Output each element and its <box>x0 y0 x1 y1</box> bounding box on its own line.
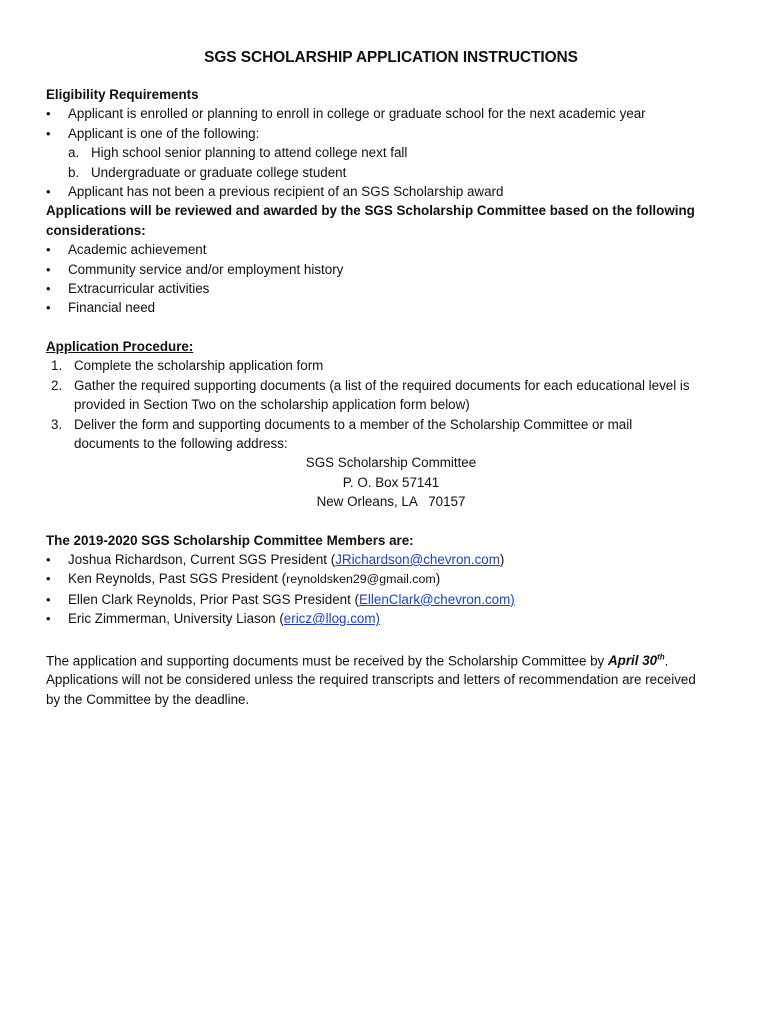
member-text-end: ) <box>435 571 441 587</box>
committee-list <box>46 550 736 629</box>
eligibility-item-text: Applicant has not been a previous recipient of an SGS Scholarship award <box>68 184 504 200</box>
list-item <box>46 376 734 415</box>
eligibility-list <box>46 104 736 143</box>
list-item <box>46 260 736 279</box>
eligibility-heading: Eligibility Requirements <box>46 87 199 102</box>
eligibility-sublist <box>46 143 736 182</box>
sub-item-text: High school senior planning to attend college next fall <box>91 145 408 161</box>
step-text: Gather the required supporting documents (a list of the required documents for each educational level is provided in Section Two on the scholarship application form below) <box>74 377 690 413</box>
document-page <box>46 48 736 709</box>
list-item <box>46 356 736 375</box>
sub-item-text: Undergraduate or graduate college student <box>91 164 347 180</box>
list-item <box>46 279 736 298</box>
committee-heading: The 2019-2020 SGS Scholarship Committee Members are: <box>46 532 414 548</box>
member-text-end: ) <box>499 551 505 567</box>
consideration-text: Extracurricular activities <box>68 281 210 297</box>
list-marker: 1. <box>51 358 63 374</box>
consideration-text: Academic achievement <box>68 242 207 258</box>
list-marker: 3. <box>51 416 63 432</box>
mailing-address <box>46 453 736 511</box>
eligibility-item-text: Applicant is one of the following: <box>68 125 260 141</box>
deadline-date-suffix: th <box>657 652 665 662</box>
address-line: P. O. Box 57141 <box>342 474 440 490</box>
eligibility-item-text: Applicant is enrolled or planning to enroll in college or graduate school for the next academic year <box>68 106 646 122</box>
member-text: Eric Zimmerman, University Liason ( <box>68 611 284 627</box>
list-item <box>46 609 736 628</box>
deadline-text-end: . Applications will not be considered unless the required transcripts and letters of recommendation are received by the Committee by the deadline. <box>46 653 696 707</box>
list-item <box>46 240 736 259</box>
page-title: SGS SCHOLARSHIP APPLICATION INSTRUCTIONS <box>204 49 578 66</box>
email-link[interactable]: JRichardson@chevron.com <box>335 551 500 567</box>
procedure-steps <box>46 356 736 453</box>
email-link[interactable]: ericz@llog.com) <box>283 611 380 627</box>
list-marker: 2. <box>51 377 63 393</box>
list-item <box>46 143 736 162</box>
procedure-heading: Application Procedure: <box>46 338 194 354</box>
consideration-text: Financial need <box>68 300 156 316</box>
step-text: Deliver the form and supporting documents to a member of the Scholarship Committee or mail documents to the following address: <box>74 416 633 451</box>
list-item <box>46 415 694 454</box>
step-text: Complete the scholarship application form <box>74 358 324 374</box>
list-item <box>46 550 736 569</box>
email-text: reynoldsken29@gmail.com <box>286 572 436 587</box>
list-item <box>46 590 736 609</box>
member-text: Ken Reynolds, Past SGS President ( <box>68 571 287 587</box>
deadline-text: The application and supporting documents must be received by the Scholarship Committee by <box>46 653 608 669</box>
address-line: New Orleans, LA 70157 <box>316 494 466 510</box>
list-item <box>46 104 736 123</box>
list-item <box>46 163 736 182</box>
considerations-list <box>46 240 736 318</box>
address-line: SGS Scholarship Committee <box>305 455 477 471</box>
email-link[interactable]: EllenClark@chevron.com) <box>359 591 515 607</box>
list-marker: b. <box>68 164 80 180</box>
list-item <box>46 124 736 143</box>
consideration-text: Community service and/or employment history <box>68 261 344 277</box>
deadline-date: April 30 <box>607 653 658 669</box>
list-item <box>46 298 736 317</box>
member-text: Joshua Richardson, Current SGS President ( <box>68 551 336 567</box>
eligibility-list-cont <box>46 182 736 201</box>
deadline-paragraph <box>46 648 706 710</box>
list-item <box>46 569 736 589</box>
list-marker: a. <box>68 145 80 161</box>
considerations-heading: Applications will be reviewed and awarded by the SGS Scholarship Committee based on the following considerations: <box>46 203 695 238</box>
member-text: Ellen Clark Reynolds, Prior Past SGS President ( <box>68 591 359 607</box>
list-item <box>46 182 736 201</box>
